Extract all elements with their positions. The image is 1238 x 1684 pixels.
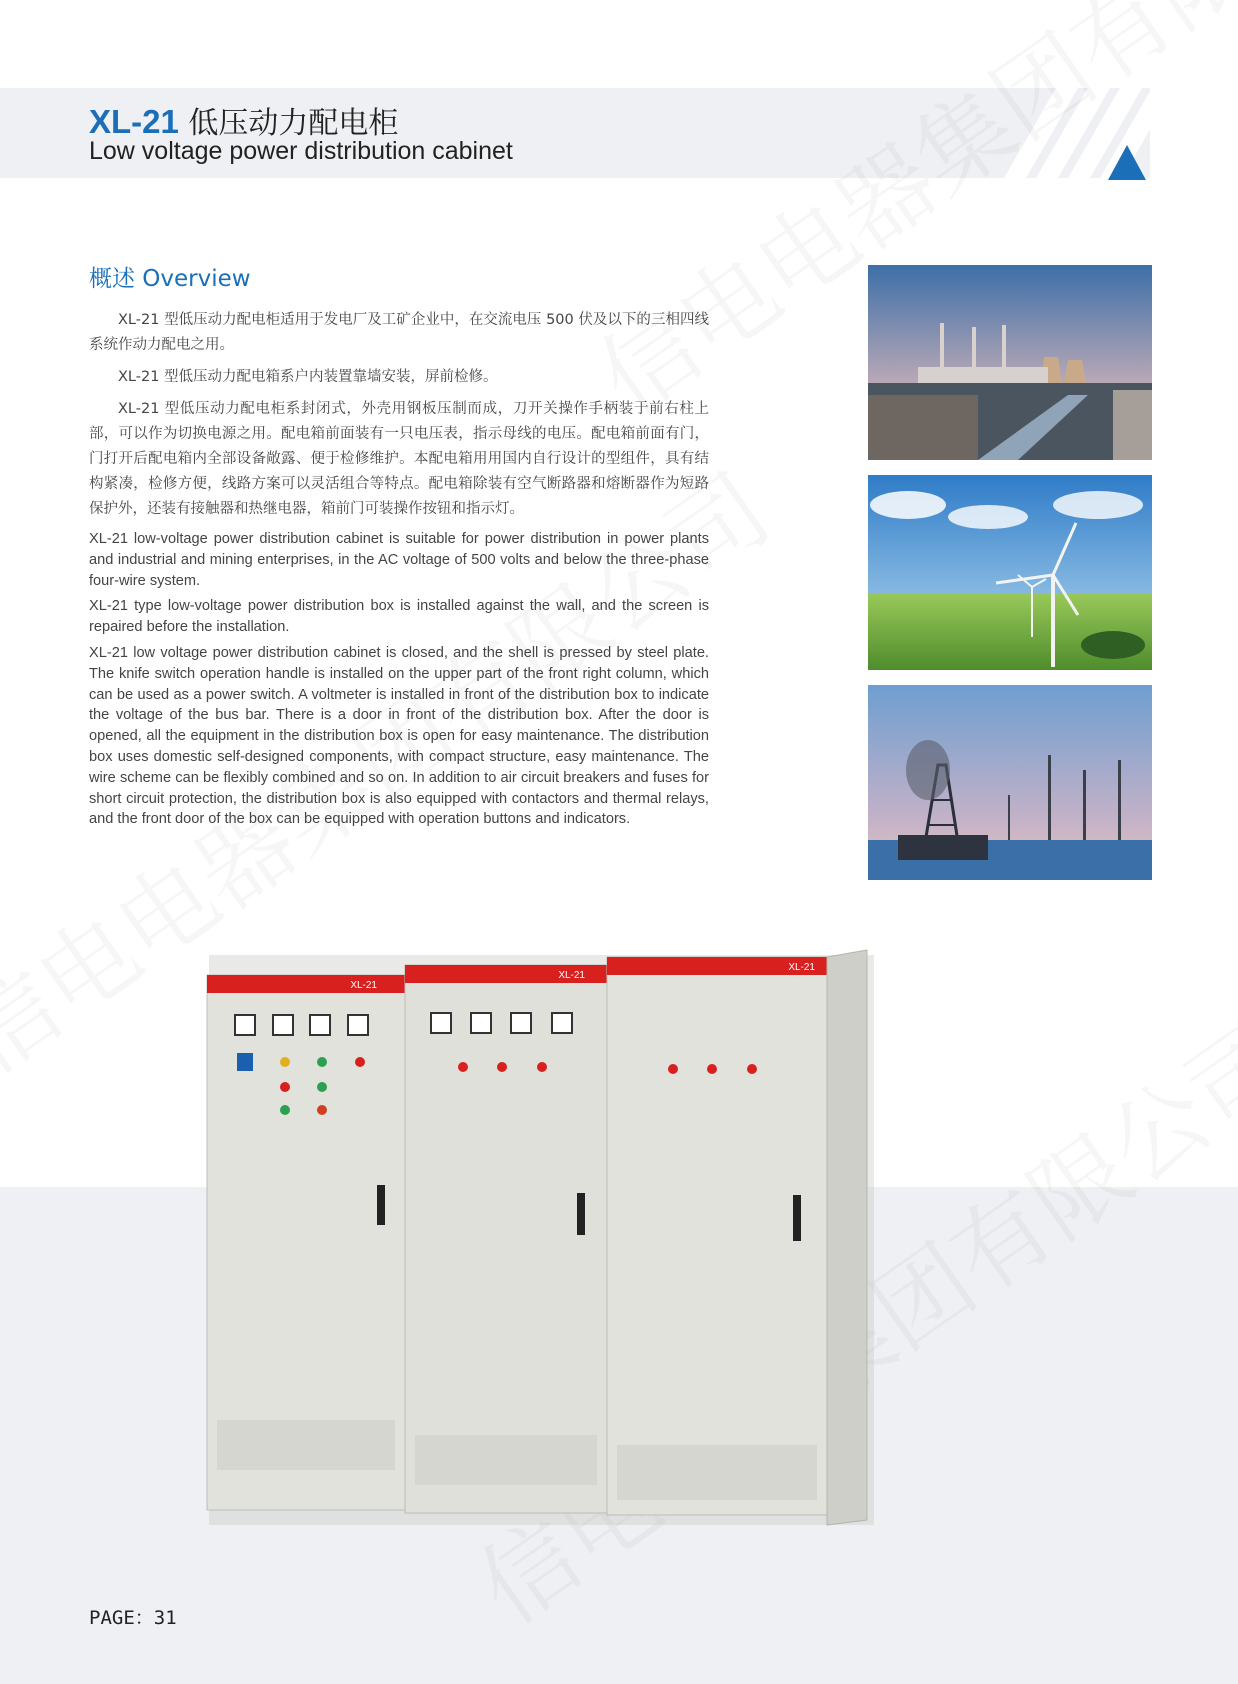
overview-text — [89, 308, 709, 835]
title-en: Low voltage power distribution cabinet — [89, 137, 513, 165]
cabinet-label: XL-21 — [350, 980, 377, 991]
paragraph-cn: XL-21 型低压动力配电箱系户内装置靠墙安装，屏前检修。 — [118, 369, 498, 385]
paragraph-en: XL-21 low-voltage power distribution cabinet is suitable for power distribution in power plants and industrial and mining enterprises, in the AC voltage of 500 volts and below the three-phase four-wire system. — [89, 531, 709, 589]
page-title — [89, 98, 398, 142]
wind-turbine-photo — [868, 475, 1152, 670]
blue-triangle-icon — [1108, 145, 1146, 180]
paragraph-cn: XL-21 型低压动力配电柜适用于发电厂及工矿企业中，在交流电压 500 伏及以下的三相四线系统作动力配电之用。 — [89, 312, 709, 353]
paragraph-en: XL-21 low voltage power distribution cabinet is closed, and the shell is pressed by steel plate. The knife switch operation handle is installed on the upper part of the front right column, which can be used as a power switch. A voltmeter is installed in front of the distribution box to indicate the voltage of the bus bar. There is a door in front of the distribution box. After the door is opened, all the equipment in the distribution box is open for easy maintenance. The distribution box uses domestic self-designed components, with compact structure, easy maintenance. The wire scheme can be flexibly combined and so on. In addition to air circuit breakers and fuses for short circuit protection, the distribution box is also equipped with contactors and thermal relays, and the front door of the box can be equipped with operation buttons and indicators. — [89, 644, 709, 828]
title-cn: 低压动力配电柜 — [188, 106, 399, 141]
cabinet-label: XL-21 — [558, 970, 585, 981]
cabinet-label: XL-21 — [788, 962, 815, 973]
paragraph-cn: XL-21 型低压动力配电柜系封闭式，外壳用钢板压制而成，刀开关操作手柄装于前右柱上部，可以作为切换电源之用。配电箱前面装有一只电压表，指示母线的电压。配电箱前面有门，门打开后配电箱内全部设备敞露、便于检修维护。本配电箱用用国内自行设计的型组件，具有结构紧凑，检修方便，线路方案可以灵活组合等特点。配电箱除装有空气断路器和熔断器作为短路保护外，还装有接触器和热继电器，箱前门可装操作按钮和指示灯。 — [89, 401, 709, 517]
model-number: XL-21 — [89, 103, 179, 140]
power-plant-photo — [868, 265, 1152, 460]
section-heading: 概述 Overview — [89, 266, 251, 292]
paragraph-en: XL-21 type low-voltage power distribution box is installed against the wall, and the screen is repaired before the installation. — [89, 598, 709, 636]
distribution-cabinet-photo — [205, 945, 880, 1530]
oil-field-photo — [868, 685, 1152, 880]
page-number: PAGE：31 — [89, 1607, 177, 1629]
